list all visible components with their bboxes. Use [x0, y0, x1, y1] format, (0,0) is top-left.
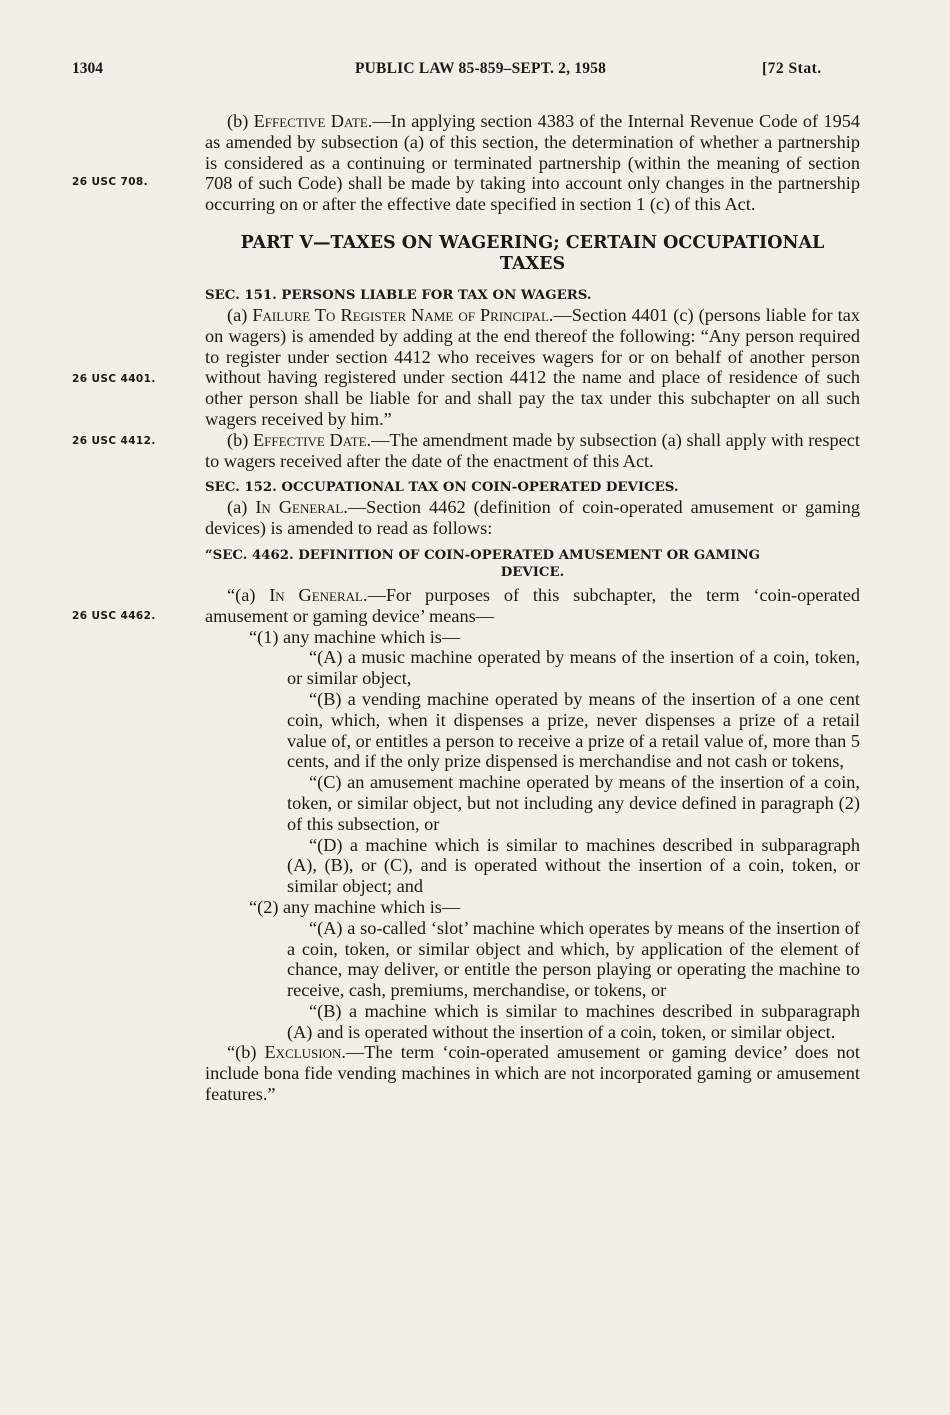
definition-paragraph-2: “(2) any machine which is—: [249, 896, 461, 917]
paragraph-heading: In General.: [269, 584, 368, 605]
definition-b-exclusion: “(b) Exclusion.—The term ‘coin-operated amusement or gaming device’ does not include bona fide vending machines in which are not incorporated gaming or amusement features.”: [205, 1042, 860, 1105]
definition-1-D: “(D) a machine which is similar to machines described in subparagraph (A), (B), or (C), and is operated without the insertion of a coin, token, or similar object; and: [287, 834, 860, 897]
definition-1-A: “(A) a music machine operated by means of the insertion of a coin, token, or similar object,: [287, 647, 860, 689]
paragraph-heading: Effective Date.: [253, 111, 373, 131]
section-151-heading: SEC. 151. PERSONS LIABLE FOR TAX ON WAGERS.: [205, 287, 592, 303]
paragraph-heading: In General.: [255, 497, 348, 518]
definition-paragraph-1: “(1) any machine which is—: [249, 626, 461, 647]
margin-note-usc-4401: 26 USC 4401.: [72, 373, 156, 385]
definition-1-B: “(B) a vending machine operated by means of the insertion of a one cent coin, which, when it dispenses a prize, never dispenses a prize of a retail value of, or entitles a person to receive a prize of a retail value of, more than 5 cents, and if the only prize dispensed is merchandise and not cash or tokens,: [287, 688, 860, 772]
margin-note-usc-708: 26 USC 708.: [72, 176, 149, 188]
header-title: PUBLIC LAW 85-859–SEPT. 2, 1958: [355, 60, 607, 77]
paragraph-heading: Failure To Register Name of Principal.: [252, 304, 554, 325]
page-number: 1304: [72, 60, 103, 77]
volume-citation: [72 Stat.: [762, 60, 822, 77]
paragraph-effective-date: (b) Effective Date.—In applying section 4383 of the Internal Revenue Code of 1954 as amended by subsection (a) of this section, the determination of whether a partnership is considered as a continuing or terminated partnership (within the meaning of section 708 of such Code) shall be made by taking into account only changes in the partnership occurring on or after the effective date specified in section 1 (c) of this Act.: [205, 111, 860, 215]
section-4462-heading: “SEC. 4462. DEFINITION OF COIN-OPERATED AMUSEMENT OR GAMING DEVICE.: [205, 547, 760, 580]
definition-2-B: “(B) a machine which is similar to machines described in subparagraph (A) and is operated without the insertion of a coin, token, or similar object.: [287, 1000, 860, 1042]
running-header: [0, 60, 950, 86]
section-152-a: (a) In General.—Section 4462 (definition of coin-operated amusement or gaming devices) is amended to read as follows:: [205, 497, 860, 539]
document-body: [205, 111, 860, 1105]
section-151-a: (a) Failure To Register Name of Principal.—Section 4401 (c) (persons liable for tax on wagers) is amended by adding at the end thereof the following: “Any person required to register under section 4412 who receives wagers for or on behalf of another person without having registered under section 4412 the name and place of residence of such other person shall be liable for and shall pay the tax under this subchapter on all such wagers received by him.”: [205, 304, 860, 429]
definition-1-C: “(C) an amusement machine operated by means of the insertion of a coin, token, or similar object, but not including any device defined in paragraph (2) of this subsection, or: [287, 772, 860, 834]
section-152-heading: SEC. 152. OCCUPATIONAL TAX ON COIN-OPERATED DEVICES.: [205, 480, 679, 496]
definition-2-A: “(A) a so-called ‘slot’ machine which operates by means of the insertion of a coin, token, or similar object and which, by application of the element of chance, may deliver, or entitle the person playing or operating the machine to receive, cash, premiums, merchandise, or tokens, or: [287, 917, 860, 1001]
part-heading: PART V—TAXES ON WAGERING; CERTAIN OCCUPATIONAL TAXES: [240, 232, 825, 274]
paragraph-heading: Exclusion.: [264, 1042, 346, 1063]
paragraph-heading: Effective Date.: [253, 429, 372, 450]
margin-note-usc-4462: 26 USC 4462.: [72, 610, 156, 622]
margin-note-usc-4412: 26 USC 4412.: [72, 435, 156, 447]
section-151-b: (b) Effective Date.—The amendment made by subsection (a) shall apply with respect to wagers received after the date of the enactment of this Act.: [205, 429, 860, 471]
definition-a: “(a) In General.—For purposes of this subchapter, the term ‘coin-operated amusement or gaming device’ means—: [205, 584, 860, 626]
